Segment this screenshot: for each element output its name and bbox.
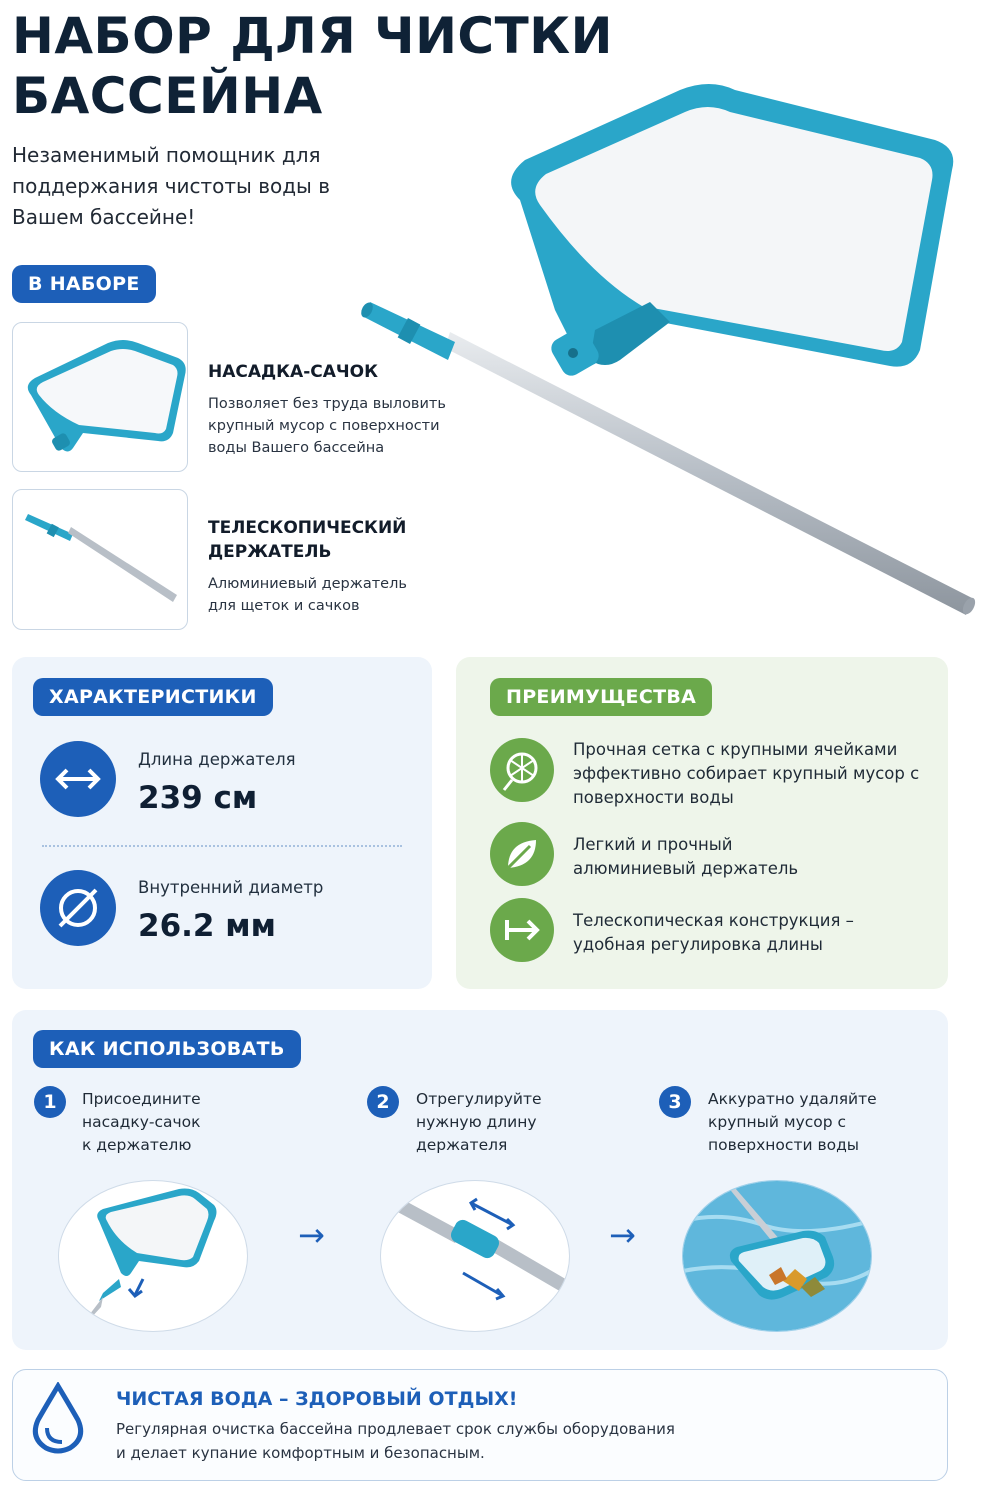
telescopic-icon bbox=[490, 898, 554, 962]
net-thumbnail-icon bbox=[13, 323, 187, 471]
howto-badge: КАК ИСПОЛЬЗОВАТЬ bbox=[33, 1030, 301, 1068]
step-arrow-1: → bbox=[298, 1216, 325, 1254]
step-2-number: 2 bbox=[367, 1086, 399, 1118]
footer-text-line-1: Регулярная очистка бассейна продлевает срок службы оборудования bbox=[116, 1420, 675, 1438]
step-3-text bbox=[708, 1088, 877, 1157]
title-line-1: НАБОР ДЛЯ ЧИСТКИ bbox=[12, 7, 613, 65]
footer-text bbox=[116, 1417, 675, 1465]
diameter-icon bbox=[40, 870, 116, 946]
step-3-number: 3 bbox=[659, 1086, 691, 1118]
step-3-text-line-3: поверхности воды bbox=[708, 1136, 860, 1154]
net-item-title: НАСАДКА-САЧОК bbox=[208, 362, 378, 382]
step-1-text-line-3: к держателю bbox=[82, 1136, 192, 1154]
pole-item-desc: Алюминиевый держатель для щеток и сачков bbox=[208, 576, 407, 614]
step-2-text-line-1: Отрегулируйте bbox=[416, 1090, 542, 1108]
length-arrows-icon bbox=[40, 741, 116, 817]
pole-thumbnail-icon bbox=[13, 490, 187, 629]
step-2-illustration bbox=[380, 1180, 570, 1332]
advantage-net-text: Прочная сетка с крупными ячейками эффективно собирает крупный мусор с поверхности воды bbox=[573, 740, 920, 807]
pole-item-title-line-1: ТЕЛЕСКОПИЧЕСКИЙ bbox=[208, 518, 407, 538]
step-1-text-line-1: Присоедините bbox=[82, 1090, 201, 1108]
step-2-text-line-2: нужную длину bbox=[416, 1113, 537, 1131]
net-item-desc: Позволяет без труда выловить крупный мусор с поверхности воды Вашего бассейна bbox=[208, 396, 446, 456]
step-3-text-line-1: Аккуратно удаляйте bbox=[708, 1090, 877, 1108]
kit-badge: В НАБОРЕ bbox=[12, 265, 156, 303]
net-thumbnail-card bbox=[12, 322, 188, 472]
spec-diameter-label: Внутренний диаметр bbox=[138, 878, 324, 897]
step-1-number: 1 bbox=[34, 1086, 66, 1118]
step-1-illustration bbox=[58, 1180, 248, 1332]
footer-text-line-2: и делает купание комфортным и безопасным. bbox=[116, 1444, 485, 1462]
spec-diameter-value: 26.2 мм bbox=[138, 908, 276, 944]
page-subtitle: Незаменимый помощник для поддержания чистоты воды в Вашем бассейне! bbox=[12, 143, 330, 229]
pole-item-title bbox=[208, 516, 406, 564]
step-1-text bbox=[82, 1088, 201, 1157]
title-line-2: БАССЕЙНА bbox=[12, 67, 323, 125]
advantage-telescopic-text: Телескопическая конструкция – удобная регулировка длины bbox=[573, 911, 854, 954]
hero-product-image bbox=[350, 70, 980, 630]
advantages-badge: ПРЕИМУЩЕСТВА bbox=[490, 678, 712, 716]
specs-divider bbox=[42, 845, 402, 847]
step-arrow-2: → bbox=[609, 1216, 636, 1254]
pole-item-title-line-2: ДЕРЖАТЕЛЬ bbox=[208, 542, 332, 562]
footer-title: ЧИСТАЯ ВОДА – ЗДОРОВЫЙ ОТДЫХ! bbox=[116, 1388, 518, 1410]
step-3-text-line-2: крупный мусор с bbox=[708, 1113, 847, 1131]
spec-length-value: 239 см bbox=[138, 780, 258, 816]
step-1-text-line-2: насадку-сачок bbox=[82, 1113, 201, 1131]
hero-net-head bbox=[511, 84, 953, 379]
spec-length-label: Длина держателя bbox=[138, 750, 296, 769]
step-2-text bbox=[416, 1088, 542, 1157]
leaf-icon bbox=[490, 822, 554, 886]
pole-thumbnail-card bbox=[12, 489, 188, 630]
step-2-text-line-3: держателя bbox=[416, 1136, 508, 1154]
specs-badge: ХАРАКТЕРИСТИКИ bbox=[33, 678, 273, 716]
water-drop-icon bbox=[30, 1382, 86, 1458]
step-3-illustration bbox=[682, 1180, 872, 1332]
net-icon bbox=[490, 738, 554, 802]
advantage-aluminium-text: Легкий и прочный алюминиевый держатель bbox=[573, 835, 799, 878]
